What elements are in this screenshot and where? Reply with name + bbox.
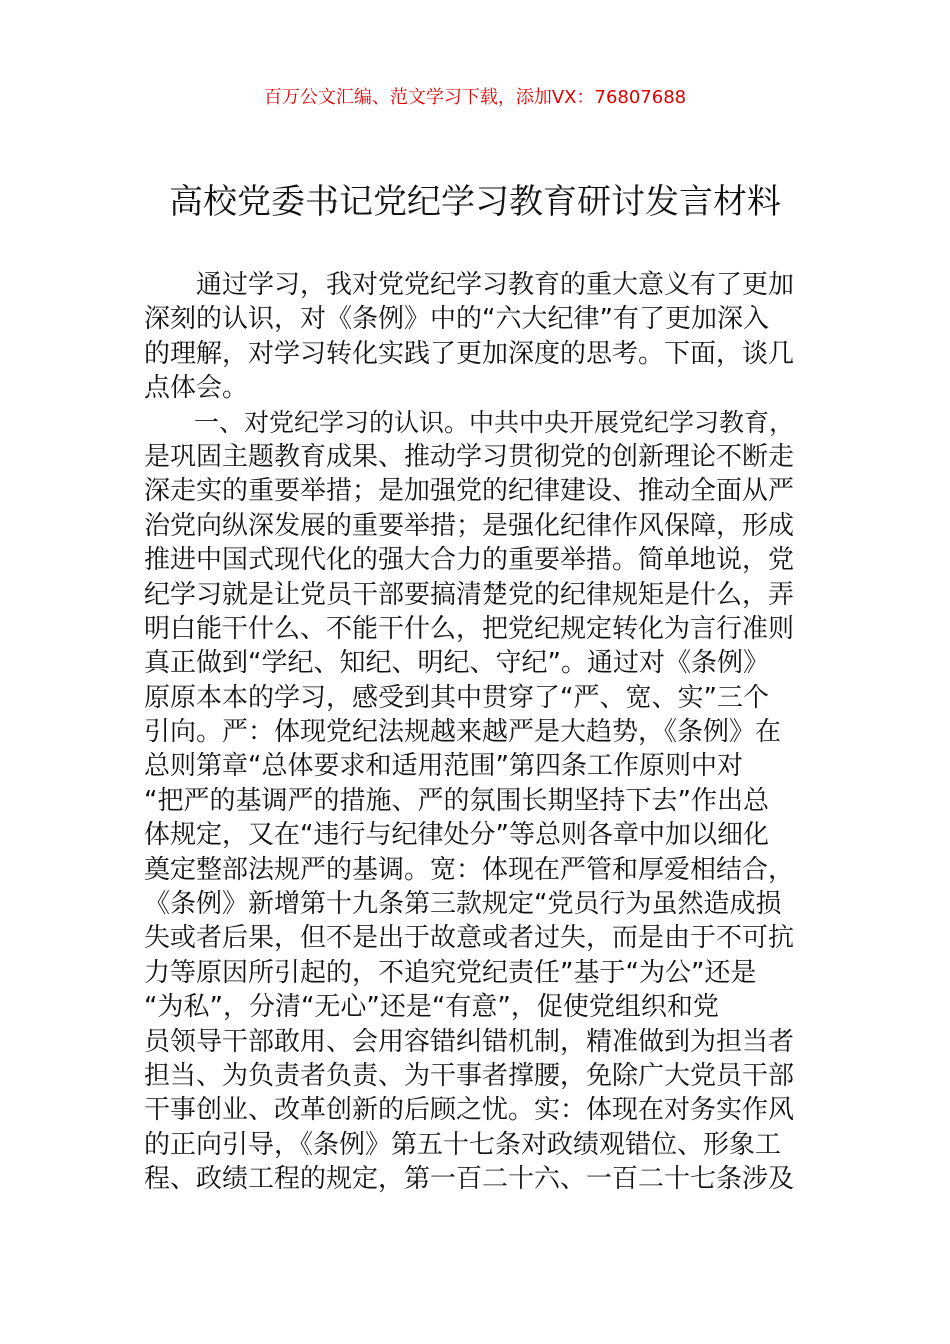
body-line: 深刻的认识，对《条例》中的“六大纪律”有了更加深入 [144,304,769,335]
body-line: 原原本本的学习，感受到其中贯穿了“严、宽、实”三个 [144,682,769,713]
body-line: 员领导干部敢用、会用容错纠错机制，精准做到为担当者 [144,1026,795,1057]
body-line: 失或者后果，但不是出于故意或者过失，而是由于不可抗 [144,923,795,954]
body-line: 真正做到“学纪、知纪、明纪、守纪”。通过对《条例》 [144,648,769,679]
body-line: 通过学习，我对党党纪学习教育的重大意义有了更加 [144,270,795,300]
body-line: 治党向纵深发展的重要举措；是强化纪律作风保障，形成 [144,510,795,541]
document-body [144,268,806,1197]
body-line: 深走实的重要举措；是加强党的纪律建设、推动全面从严 [144,476,795,507]
body-line: 点体会。 [144,373,249,404]
body-line: 的理解，对学习转化实践了更加深度的思考。下面，谈几 [144,338,795,369]
body-line: 引向。严：体现党纪法规越来越严是大趋势，《条例》在 [144,717,782,748]
body-line: 推进中国式现代化的强大合力的重要举措。简单地说，党 [144,545,795,576]
body-line: 奠定整部法规严的基调。宽：体现在严管和厚爱相结合， [144,854,795,885]
body-line: 是巩固主题教育成果、推动学习贯彻党的创新理论不断走 [144,441,795,472]
body-line: 纪学习就是让党员干部要搞清楚党的纪律规矩是什么，弄 [144,579,795,610]
body-line: 程、政绩工程的规定，第一百二十六、一百二十七条涉及 [144,1164,795,1195]
document-title: 高校党委书记党纪学习教育研讨发言材料 [169,182,781,222]
header-watermark-note: 百万公文汇编、范文学习下载，添加VX：76807688 [263,87,687,108]
body-line: 明白能干什么、不能干什么，把党纪规定转化为言行准则 [144,613,795,644]
body-line: 一、对党纪学习的认识。中共中央开展党纪学习教育， [144,407,795,437]
body-line: “为私”，分清“无心”还是“有意”，促使党组织和党 [144,992,719,1023]
body-line: 体规定，又在“违行与纪律处分”等总则各章中加以细化 [144,820,769,851]
body-line: “把严的基调严的措施、严的氛围长期坚持下去”作出总 [144,785,769,816]
body-line: 担当、为负责者负责、为干事者撑腰，免除广大党员干部 [144,1060,795,1091]
body-line: 的正向引导，《条例》第五十七条对政绩观错位、形象工 [144,1129,782,1160]
body-line: 总则第章“总体要求和适用范围”第四条工作原则中对 [144,751,743,782]
body-line: 《条例》新增第十九条第三款规定“党员行为虽然造成损 [144,889,782,920]
body-line: 力等原因所引起的，不追究党纪责任”基于“为公”还是 [144,957,757,988]
body-line: 干事创业、改革创新的后顾之忧。实：体现在对务实作风 [144,1095,795,1126]
